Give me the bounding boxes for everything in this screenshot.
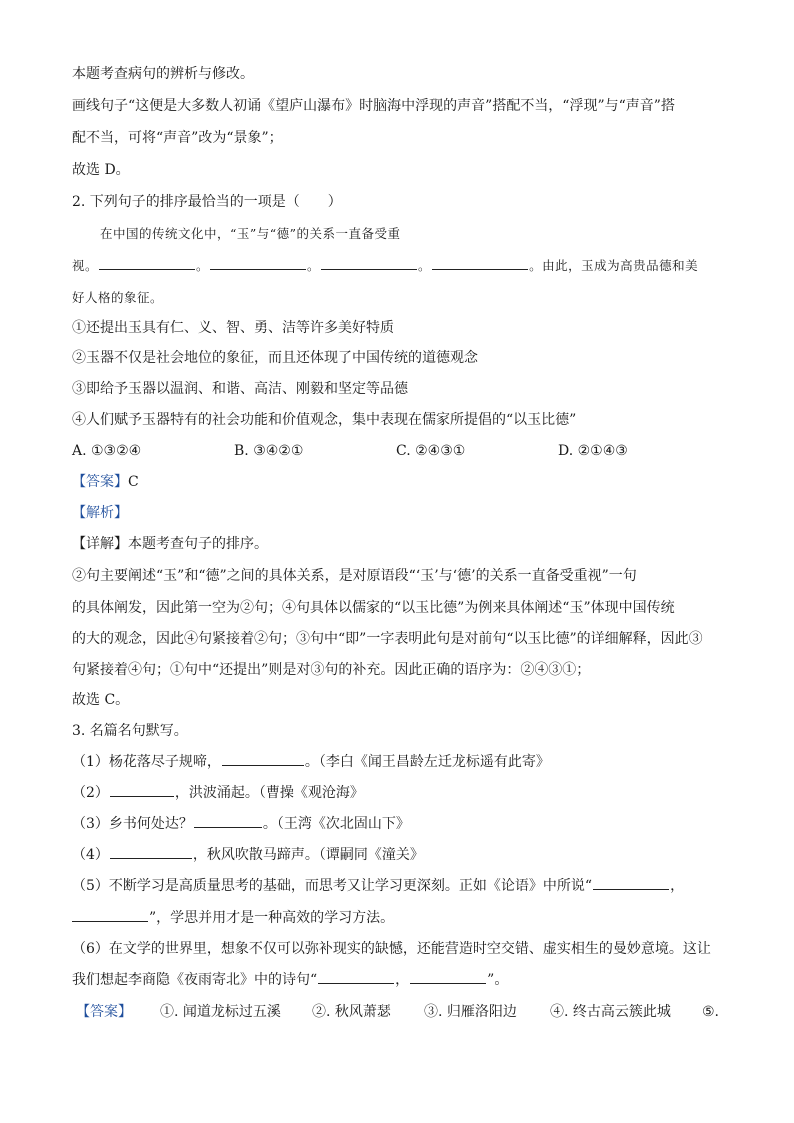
passage-text: 。由此，玉成为高贵品德和美 (529, 258, 699, 273)
answer-tag: 【答案】 (72, 474, 128, 490)
fill-blank[interactable] (110, 845, 192, 859)
poem-text: ”，学思并用才是一种高效的学习方法。 (149, 910, 395, 926)
sentence-option: ③即给予玉器以温润、和谐、高洁、刚毅和坚定等品德 (72, 381, 408, 397)
sentence-option: ②玉器不仅是社会地位的象征，而且还体现了中国传统的道德观念 (72, 350, 478, 366)
final-answer-item: ③. 归雁洛阳边 (424, 1004, 517, 1020)
poem-text: （2） (72, 785, 109, 801)
fill-blank[interactable] (593, 876, 669, 890)
poem-blank-line (72, 970, 508, 990)
poem-blank-line (72, 752, 550, 772)
fill-blank[interactable] (210, 256, 306, 270)
poem-text: （3）乡书何处达？ (72, 816, 193, 832)
detail-tag: 【详解】 (72, 536, 128, 552)
poem-blank-line (72, 814, 410, 834)
answer-value: C (128, 474, 139, 490)
fill-blank[interactable] (321, 256, 417, 270)
fill-blank[interactable] (110, 783, 174, 797)
final-answer-item: ①. 闻道龙标过五溪 (160, 1004, 281, 1020)
sentence-option: ①还提出玉具有仁、义、智、勇、洁等许多美好特质 (72, 320, 394, 336)
choice-a[interactable]: A. ①③②④ (72, 443, 142, 459)
poem-text: ， (670, 878, 685, 894)
explanation-line: 的具体阐发，因此第一空为②句；④句具体以儒家的“以玉比德”为例来具体阐述“玉”体现中国传统 (72, 600, 675, 616)
choice-d[interactable]: D. ②①④③ (558, 443, 628, 459)
text-line: 配不当，可将“声音”改为“景象”； (72, 130, 283, 146)
poem-blank-line: （6）在文学的世界里，想象不仅可以弥补现实的缺憾，还能营造时空交错、虚实相生的曼妙意境。这让 (72, 941, 711, 957)
fill-blank[interactable] (222, 752, 304, 766)
question-3-stem: 3. 名篇名句默写。 (72, 723, 188, 739)
question-2-passage-line: 视。 。 。 。 。由此，玉成为高贵品德和美 (72, 258, 699, 273)
poem-blank-line (72, 783, 364, 803)
poem-text: 。（王湾《次北固山下》 (262, 816, 410, 832)
fill-blank[interactable] (318, 970, 394, 984)
text-line: 故选 D。 (72, 162, 130, 178)
fill-blank[interactable] (194, 814, 262, 828)
poem-text: 我们想起李商隐《夜雨寄北》中的诗句“ (72, 972, 318, 988)
answer-choices (72, 441, 720, 461)
explanation-line: 故选 C。 (72, 692, 130, 708)
choice-c[interactable]: C. ②④③① (396, 443, 466, 459)
fill-blank[interactable] (432, 256, 528, 270)
final-answer-item: ②. 秋风萧瑟 (312, 1004, 391, 1020)
text-line: 本题考查病句的辨析与修改。 (72, 66, 254, 82)
question-2-passage-line: 在中国的传统文化中，“玉”与“德”的关系一直备受重 (100, 226, 401, 241)
fill-blank[interactable] (410, 970, 486, 984)
poem-text: 。（李白《闻王昌龄左迁龙标遥有此寄》 (304, 754, 550, 770)
choice-b[interactable]: B. ③④②① (234, 443, 304, 459)
text-line: 画线句子“这便是大多数人初诵《望庐山瀑布》时脑海中浮现的声音”搭配不当，“浮现”与“声音”搭 (72, 98, 675, 114)
sentence-option: ④人们赋予玉器特有的社会功能和价值观念，集中表现在儒家所提倡的“以玉比德” (72, 412, 577, 428)
poem-text: （4） (72, 847, 109, 863)
poem-blank-line (72, 876, 684, 896)
final-answer-tag: 【答案】 (76, 1004, 132, 1020)
poem-text: （5）不断学习是高质量思考的基础，而思考又让学习更深刻。正如《论语》中所说“ (72, 878, 593, 894)
poem-text: ，秋风吹散马蹄声。（谭嗣同《潼关》 (192, 847, 424, 863)
detail-line (72, 534, 268, 554)
analysis-tag: 【解析】 (72, 505, 128, 521)
poem-blank-line (72, 845, 424, 865)
explanation-line: 句紧接着④句；①句中“还提出”则是对③句的补充。因此正确的语序为：②④③①； (72, 662, 591, 678)
passage-text: 视。 (72, 258, 99, 273)
poem-text: ， (395, 972, 410, 988)
fill-blank[interactable] (99, 256, 195, 270)
explanation-line: 的大的观念，因此④句紧接着②句；③句中“即”一字表明此句是对前句“以玉比德”的详细解释，因此③ (72, 631, 703, 647)
detail-text: 本题考查句子的排序。 (128, 536, 268, 552)
poem-text: ，洪波涌起。（曹操《观沧海》 (174, 785, 364, 801)
question-2-passage-line: 好人格的象征。 (72, 290, 164, 305)
poem-text: ”。 (487, 972, 509, 988)
explanation-line: ②句主要阐述“玉”和“德”之间的具体关系，是对原语段“‘玉’与‘德’的关系一直备受重视”一句 (72, 568, 637, 584)
question-2-stem: 2. 下列句子的排序最恰当的一项是（ ） (72, 194, 342, 210)
poem-blank-line (72, 908, 394, 928)
answer-line (72, 472, 139, 492)
fill-blank[interactable] (72, 908, 148, 922)
poem-text: （1）杨花落尽子规啼， (72, 754, 221, 770)
final-answer-item: ④. 终古高云簇此城 (550, 1004, 671, 1020)
final-answer-item: ⑤. (702, 1004, 720, 1020)
